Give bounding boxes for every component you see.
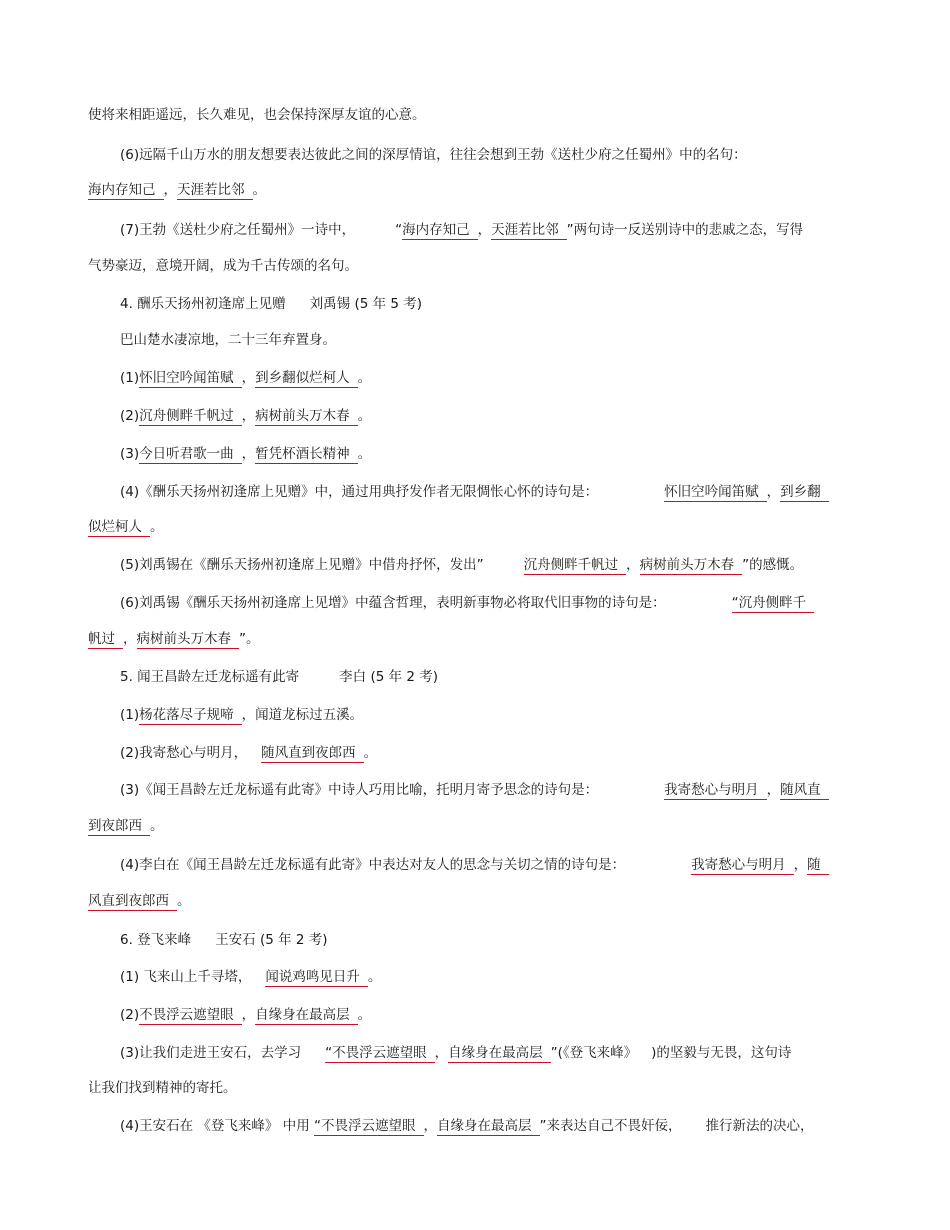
text-line [88, 105, 426, 125]
answer-blank: 我寄愁心与明月 [691, 857, 794, 875]
answer-line [120, 743, 377, 763]
answer-blank: 随风直到夜郎西 [261, 745, 364, 763]
punct: ， [163, 182, 177, 198]
answer-blank: “不畏浮云遮望眼 [314, 1118, 424, 1136]
answer-blank: 自缘身在最高层 [448, 1045, 551, 1063]
punct: ”。 [239, 631, 260, 647]
punct: ， [626, 557, 640, 573]
punct: ， [241, 1007, 256, 1023]
question-number: (2) [120, 408, 140, 424]
question-number: (3) [120, 446, 140, 462]
answer-blank: 到乡翻 [780, 484, 829, 502]
punct: ， [241, 408, 256, 424]
punct: ， [123, 631, 137, 647]
answer-blank: 怀旧空吟闻笛赋 [664, 484, 767, 502]
poem-author: 刘禹锡 (5 年 5 考) [309, 296, 423, 312]
poem-author: 李白 (5 年 2 考) [339, 669, 439, 685]
answer-line [120, 705, 363, 725]
question-line [120, 482, 829, 502]
poem-line: ，闻道龙标过五溪。 [241, 707, 364, 723]
text-line [88, 1078, 237, 1098]
poem-title: 4. 酬乐天扬州初逢席上见赠 [120, 296, 286, 312]
text: 气势豪迈，意境开阔，成为千古传颂的名句。 [88, 258, 358, 274]
punct: 。 [357, 446, 372, 462]
question-text: (4)李白在《闻王昌龄左迁龙标遥有此寄》中表达对友人的思念与关切之情的诗句是： [120, 857, 626, 873]
punct: ， [766, 484, 781, 500]
answer-blank: “沉舟侧畔千 [732, 595, 815, 613]
poem-line: (2)我寄愁心与明月， [120, 745, 248, 761]
punct: ， [434, 1045, 449, 1061]
answer-blank: 帆过 [88, 631, 123, 649]
text-line [120, 330, 336, 350]
question-text: (4)王安石在 《登飞来峰》 中用 [120, 1118, 314, 1134]
poem-title: 6. 登飞来峰 [120, 932, 192, 948]
text-line [88, 256, 358, 276]
punct: 。 [252, 182, 266, 198]
punct: ， [423, 1118, 437, 1134]
answer-blank: 暂凭杯酒长精神 [255, 446, 358, 464]
question-number: (1) [120, 707, 140, 723]
answer-blank: 天涯若比邻 [177, 182, 253, 200]
punct: “ [395, 222, 403, 238]
answer-blank: 到夜郎西 [88, 818, 150, 836]
answer-line [88, 891, 191, 911]
punct: 。 [357, 370, 372, 386]
punct: 。 [357, 408, 372, 424]
answer-line [120, 368, 371, 388]
answer-line [120, 967, 381, 987]
question-line [120, 593, 814, 613]
answer-blank: 似烂柯人 [88, 519, 150, 537]
question-text: )的坚毅与无畏，这句诗 [651, 1045, 792, 1061]
answer-line [88, 816, 164, 836]
answer-blank: “不畏浮云遮望眼 [325, 1045, 435, 1063]
answer-blank: 自缘身在最高层 [437, 1118, 540, 1136]
question-line [120, 220, 803, 240]
answer-line [88, 629, 260, 649]
question-text: ”的感慨。 [742, 557, 804, 573]
answer-line [88, 517, 164, 537]
question-text: ”(《登飞来峰》 [550, 1045, 638, 1061]
answer-line [88, 180, 266, 200]
punct: 。 [177, 893, 191, 909]
question-line [120, 1116, 814, 1136]
question-text: (6)远隔千山万水的朋友想要表达彼此之间的深厚情谊，往往会想到王勃《送杜少府之任蜀州》中的名句： [120, 147, 747, 163]
punct: ， [241, 446, 256, 462]
poem-title: 5. 闻王昌龄左迁龙标遥有此寄 [120, 669, 300, 685]
question-line [120, 145, 747, 165]
answer-line [120, 444, 371, 464]
poem-line: (1) 飞来山上千寻塔， [120, 969, 252, 985]
question-text: ”两句诗一反送别诗中的悲戚之态，写得 [566, 222, 804, 238]
answer-blank: 病树前头万木春 [640, 557, 743, 575]
answer-blank: 沉舟侧畔千帆过 [524, 557, 627, 575]
answer-blank: 病树前头万木春 [255, 408, 358, 426]
poem-heading [120, 667, 438, 687]
question-text: (7)王勃《送杜少府之任蜀州》一诗中， [120, 222, 356, 238]
answer-line [120, 406, 371, 426]
answer-blank: 随风直 [780, 782, 829, 800]
punct: ， [793, 857, 808, 873]
answer-blank: 天涯若比邻 [491, 222, 567, 240]
answer-line [120, 1005, 371, 1025]
question-line [120, 1043, 791, 1063]
question-text: ”来表达自己不畏奸佞， [539, 1118, 682, 1134]
question-number: (1) [120, 370, 140, 386]
answer-blank: 闻说鸡鸣见日升 [265, 969, 368, 987]
punct: 。 [150, 818, 164, 834]
punct: 。 [357, 1007, 372, 1023]
answer-blank: 到乡翻似烂柯人 [255, 370, 358, 388]
punct: 。 [367, 969, 382, 985]
poem-heading [120, 930, 328, 950]
question-text: 推行新法的决心， [705, 1118, 814, 1134]
answer-blank: 杨花落尽子规啼 [139, 707, 242, 725]
question-line [120, 780, 829, 800]
question-text: (3)让我们走进王安石，去学习 [120, 1045, 302, 1061]
question-text: (6)刘禹锡《酬乐天扬州初逢席上见增》中蕴含哲理，表明新事物必将取代旧事物的诗句是： [120, 595, 666, 611]
answer-blank: 沉舟侧畔千帆过 [139, 408, 242, 426]
question-text: (3)《闻王昌龄左迁龙标遥有此寄》中诗人巧用比喻，托明月寄予思念的诗句是： [120, 782, 599, 798]
punct: ， [477, 222, 492, 238]
question-text: (4)《酬乐天扬州初逢席上见赠》中，通过用典抒发作者无限惆怅心怀的诗句是： [120, 484, 599, 500]
answer-blank: 海内存知己 [402, 222, 478, 240]
answer-blank: 今日听君歌一曲 [139, 446, 242, 464]
answer-blank: 不畏浮云遮望眼 [139, 1007, 242, 1025]
question-line [120, 555, 803, 575]
answer-blank: 海内存知己 [88, 182, 164, 200]
poem-line: 巴山楚水凄凉地，二十三年弃置身。 [120, 332, 336, 348]
answer-blank: 病树前头万木春 [137, 631, 240, 649]
answer-blank: 我寄愁心与明月 [664, 782, 767, 800]
answer-blank: 怀旧空吟闻笛赋 [139, 370, 242, 388]
punct: 。 [150, 519, 164, 535]
text: 让我们找到精神的寄托。 [88, 1080, 237, 1096]
punct: ， [766, 782, 781, 798]
punct: 。 [363, 745, 378, 761]
text: 使将来相距遥远，长久难见，也会保持深厚友谊的心意。 [88, 107, 426, 123]
question-line [120, 855, 829, 875]
question-number: (2) [120, 1007, 140, 1023]
poem-author: 王安石 (5 年 2 考) [215, 932, 328, 948]
answer-blank: 随 [807, 857, 829, 875]
punct: ， [241, 370, 256, 386]
answer-blank: 风直到夜郎西 [88, 893, 177, 911]
question-text: (5)刘禹锡在《酬乐天扬州初逢席上见赠》中借舟抒怀，发出” [120, 557, 484, 573]
poem-heading [120, 294, 422, 314]
answer-blank: 自缘身在最高层 [255, 1007, 358, 1025]
